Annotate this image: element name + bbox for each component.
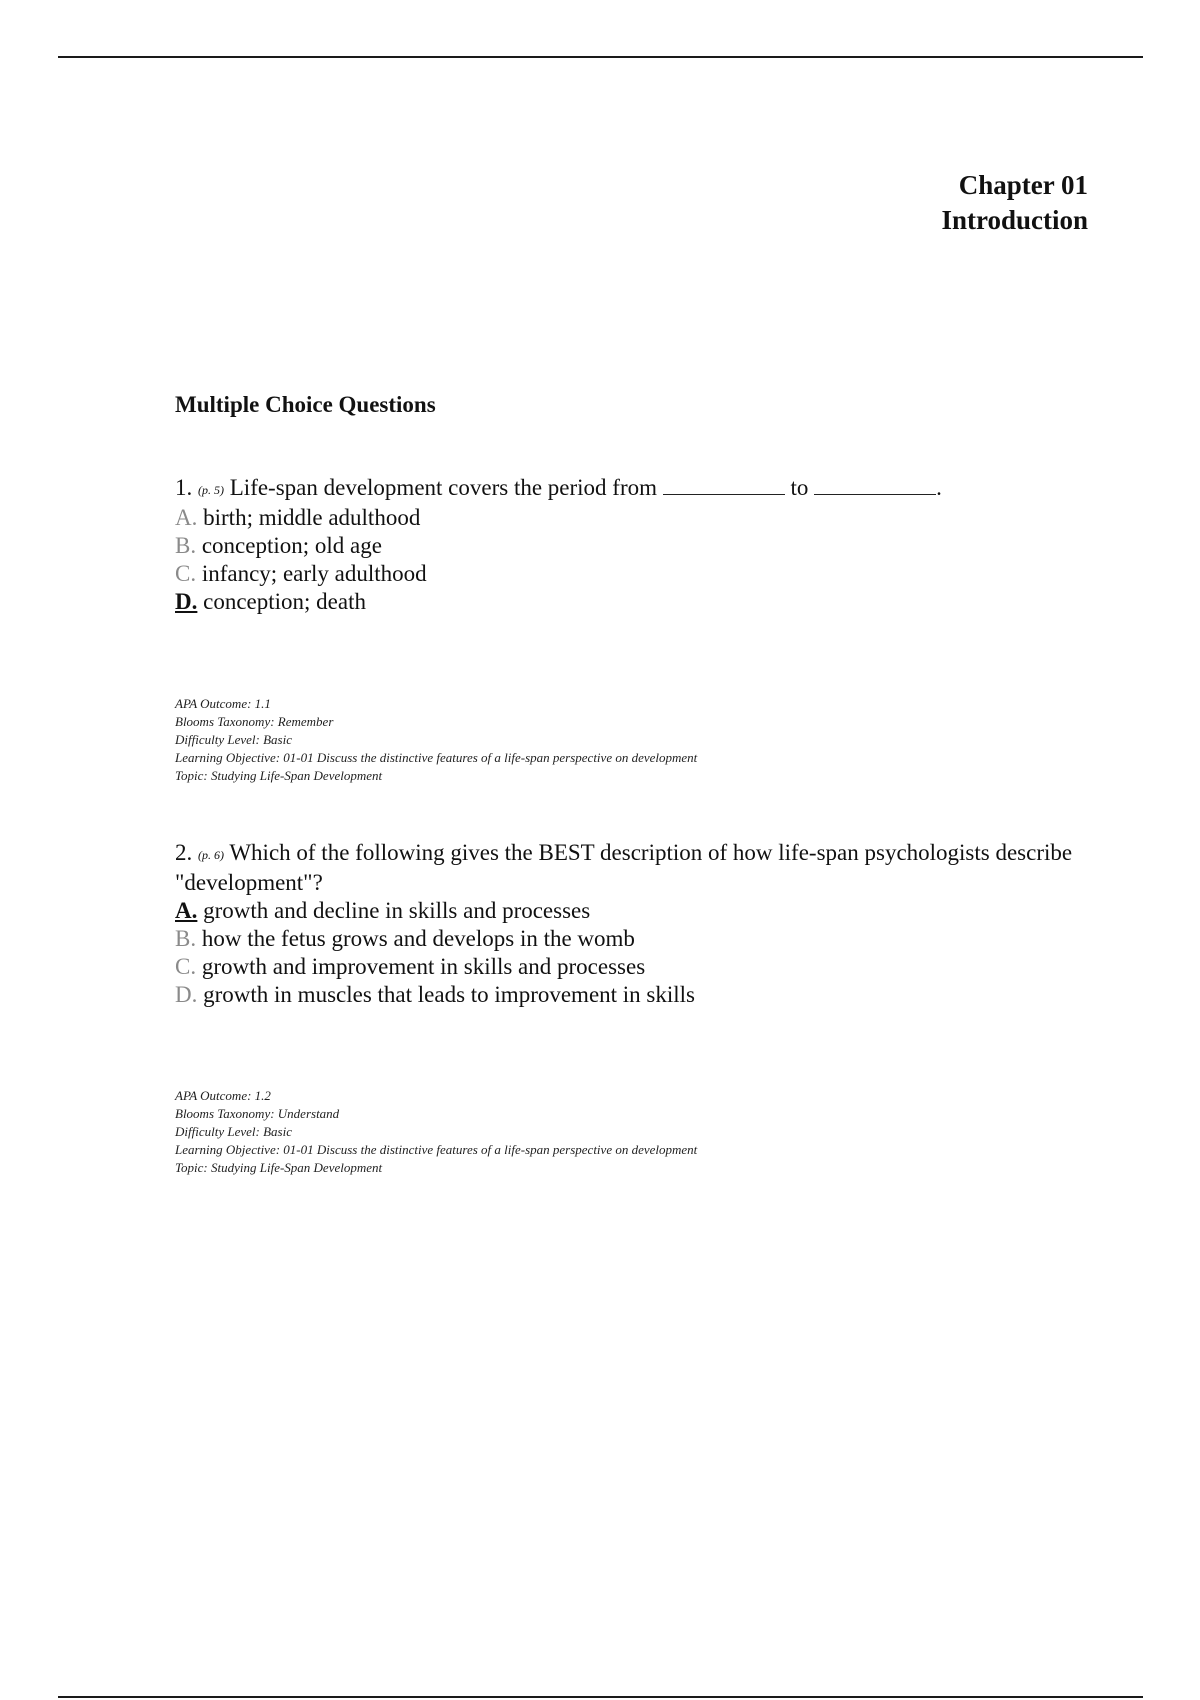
chapter-title: Introduction [941, 205, 1088, 235]
option-a [175, 504, 1075, 532]
option-text: growth and improvement in skills and processes [201, 954, 646, 979]
top-rule [58, 56, 1143, 58]
option-letter: C. [175, 561, 197, 586]
option-letter: A. [175, 505, 198, 530]
option-letter: B. [175, 926, 197, 951]
question-stem [175, 839, 1075, 897]
question-stem [175, 474, 1075, 504]
option-b [175, 532, 1075, 560]
difficulty-level: Difficulty Level: Basic [175, 732, 292, 747]
blooms-taxonomy: Blooms Taxonomy: Understand [175, 1106, 340, 1121]
correct-option-letter: A. [175, 898, 198, 923]
blooms-taxonomy: Blooms Taxonomy: Remember [175, 714, 334, 729]
option-text: infancy; early adulthood [201, 561, 427, 586]
stem-end: . [936, 475, 942, 500]
option-text: growth and decline in skills and processes [203, 898, 591, 923]
option-text: conception; death [203, 589, 366, 614]
stem-connector: to [790, 475, 809, 500]
apa-outcome: APA Outcome: 1.1 [175, 696, 271, 711]
question-1-metadata [175, 695, 697, 785]
question-1 [175, 474, 1075, 616]
answer-blank [814, 476, 936, 495]
difficulty-level: Difficulty Level: Basic [175, 1124, 292, 1139]
page-reference: (p. 5) [198, 483, 224, 497]
option-text: growth in muscles that leads to improvement in skills [203, 982, 696, 1007]
learning-objective: Learning Objective: 01-01 Discuss the distinctive features of a life-span perspective on development [175, 1142, 698, 1157]
chapter-heading [941, 168, 1088, 238]
option-b [175, 925, 1075, 953]
option-c [175, 560, 1075, 588]
apa-outcome: APA Outcome: 1.2 [175, 1088, 271, 1103]
section-title: Multiple Choice Questions [175, 392, 436, 417]
option-text: birth; middle adulthood [203, 505, 421, 530]
stem-text: Which of the following gives the BEST description of how life-span psychologists describe "development"? [175, 840, 1073, 895]
chapter-number: Chapter 01 [958, 170, 1088, 200]
question-number: 1. [175, 475, 193, 500]
bottom-rule [58, 1696, 1143, 1698]
correct-option-letter: D. [175, 589, 198, 614]
option-c [175, 953, 1075, 981]
option-letter: C. [175, 954, 197, 979]
stem-text: Life-span development covers the period from [229, 475, 658, 500]
question-2-metadata [175, 1087, 697, 1177]
option-text: conception; old age [201, 533, 382, 558]
option-d [175, 981, 1075, 1009]
answer-blank [663, 476, 785, 495]
question-2 [175, 839, 1075, 1009]
option-letter: D. [175, 982, 198, 1007]
option-letter: B. [175, 533, 197, 558]
option-a-correct [175, 897, 1075, 925]
option-text: how the fetus grows and develops in the womb [201, 926, 635, 951]
page-reference: (p. 6) [198, 848, 224, 862]
topic: Topic: Studying Life-Span Development [175, 768, 383, 783]
topic: Topic: Studying Life-Span Development [175, 1160, 383, 1175]
option-d-correct [175, 588, 1075, 616]
question-number: 2. [175, 840, 193, 865]
learning-objective: Learning Objective: 01-01 Discuss the distinctive features of a life-span perspective on development [175, 750, 698, 765]
